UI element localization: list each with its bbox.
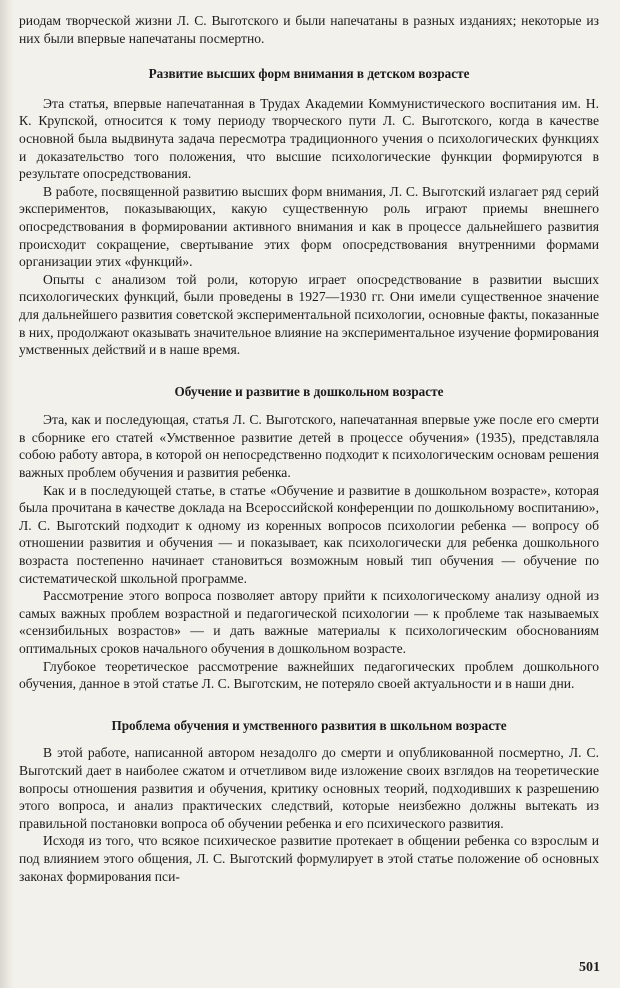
- page-margin-gutter: [0, 0, 14, 988]
- section-3-paragraph: Исходя из того, что всякое психическое развитие протекает в общении ребенка со взрослым и под влиянием этого общения, Л. С. Выготский формулирует в этой статье положение об основных законах формирования пси-: [19, 833, 599, 884]
- section-heading-attention: Развитие высших форм внимания в детском возрасте: [148, 66, 470, 82]
- section-2-paragraph: Рассмотрение этого вопроса позволяет автору прийти к психологическому анализу одной из самых важных проблем возрастной и педагогической психологии — к проблеме так называемых «сензибильных возрастов» — и дать важные материалы к психологическим обоснованиям оптимальных сроков начального обучения в дошкольном возрасте.: [19, 588, 599, 656]
- section-1-paragraph: Опыты с анализом той роли, которую играет опосредствование в развитии высших психологических функций, были проведены в 1927—1930 гг. Они имели существенное значение для дальнейшего развития советской экспериментальной психологии, основные факты, показанные в них, продолжают оказывать значительное влияние на экспериментальное изучение формирования умственных действий и в наше время.: [19, 271, 599, 358]
- section-heading-preschool: Обучение и развитие в дошкольном возрасте: [174, 383, 444, 399]
- text-column: [19, 12, 599, 885]
- section-2-paragraph: Глубокое теоретическое рассмотрение важнейших педагогических проблем дошкольного обучения, данное в этой статье Л. С. Выготским, не потеряло своей актуальности и в наши дни.: [19, 658, 599, 692]
- section-heading-school: Проблема обучения и умственного развития в школьном возрасте: [111, 717, 507, 733]
- section-1-paragraph: Эта статья, впервые напечатанная в Трудах Академии Коммунистического воспитания им. Н. К. Крупской, относится к тому периоду творческого пути Л. С. Выготского, когда в качестве основной была выдвинута задача пересмотра традиционного учения о психологических функциях и доказательство того положения, что высшие психологические функции формируются в результате опосредствования.: [19, 95, 599, 182]
- section-2-paragraph: Эта, как и последующая, статья Л. С. Выготского, напечатанная впервые уже после его смерти в сборнике его статей «Умственное развитие детей в процессе обучения» (1935), представляла собою работу автора, в которой он непосредственно подходит к психологическим основам решения важных проблем обучения и развития ребенка.: [19, 412, 599, 481]
- section-2-paragraph: Как и в последующей статье, в статье «Обучение и развитие в дошкольном возрасте», которая была прочитана в качестве доклада на Всероссийской конференции по дошкольному воспитанию», Л. С. Выготский подходит к одному из коренных вопросов психологии ребенка — вопросу об отношении развития и обучения — и показывает, как психологически для ребенка дошкольного возраста постепенно начинает становиться возможным новый тип обучения — обучение по систематической школьной программе.: [19, 482, 599, 586]
- section-1-paragraph: В работе, посвященной развитию высших форм внимания, Л. С. Выготский излагает ряд серий экспериментов, показывающих, какую существенную роль играют приемы внешнего опосредствования в формировании активного внимания и как в процессе дальнейшего развития происходит сокращение, свертывание этих форм опосредствования внутренними формами организации этих «функций».: [19, 183, 599, 270]
- section-3-paragraph: В этой работе, написанной автором незадолго до смерти и опубликованной посмертно, Л. С. Выготский дает в наиболее сжатом и отчетливом виде изложение своих взглядов на теоретические вопросы отношения развития и обучения, критику основных теорий, подходивших к разрешению этого вопроса, и анализ практических следствий, которые неизбежно должны вытекать из правильной постановки вопроса об обучении ребенка и его психического развития.: [19, 745, 599, 831]
- page-number: 501: [579, 960, 600, 975]
- intro-paragraph: риодам творческой жизни Л. С. Выготского и были напечатаны в разных изданиях; некоторые из них были впервые напечатаны посмертно.: [19, 13, 599, 46]
